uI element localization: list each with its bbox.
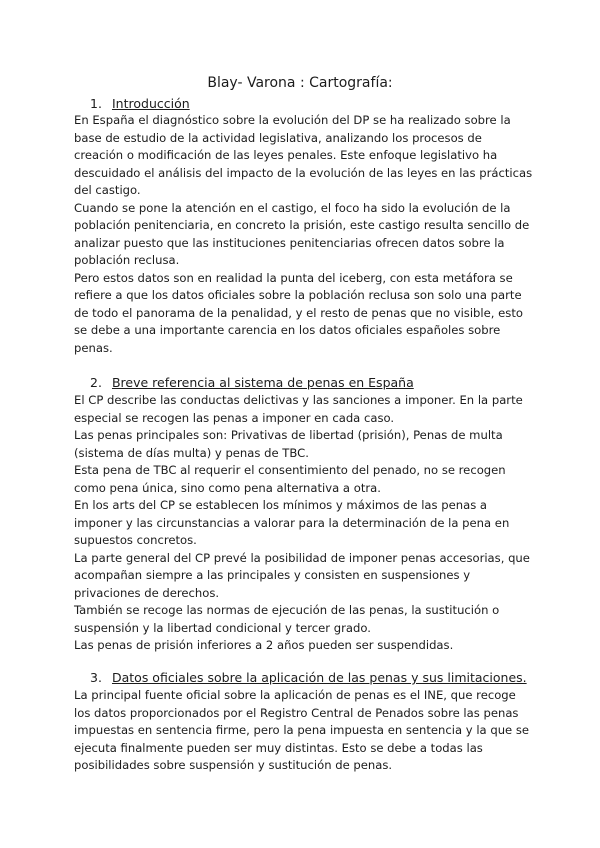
document-title: Blay- Varona : Cartografía: (207, 75, 393, 91)
paragraph: También se recoge las normas de ejecución de las penas, la sustitución o suspensión y la libertad condicional y tercer grado. (74, 603, 500, 635)
paragraph: Las penas de prisión inferiores a 2 años pueden ser suspendidas. (74, 638, 454, 652)
section-body-datos-oficiales (74, 687, 534, 775)
paragraph: En España el diagnóstico sobre la evolución del DP se ha realizado sobre la base de estudio de la actividad legislativa, analizando los procesos de creación o modificación de las leyes penales. Este enfoque legislativo ha descuidado el análisis del impacto de la evolución de las leyes en las prácticas del castigo. (74, 113, 533, 197)
section-heading-introduccion (90, 95, 190, 112)
section-heading-datos-oficiales (90, 669, 527, 686)
paragraph: Esta pena de TBC al requerir el consentimiento del penado, no se recogen como pena única, sino como pena alternativa a otra. (74, 463, 506, 495)
section-title: Introducción (111, 96, 190, 111)
paragraph: Las penas principales son: Privativas de libertad (prisión), Penas de multa (sistema de días multa) y penas de TBC. (74, 428, 503, 460)
section-body-introduccion (74, 112, 534, 357)
paragraph: Cuando se pone la atención en el castigo, el foco ha sido la evolución de la población penitenciaria, en concreto la prisión, este castigo resulta sencillo de analizar puesto que las instituciones penitenciarias ofrecen datos sobre la población reclusa. (74, 200, 530, 267)
paragraph: El CP describe las conductas delictivas y las sanciones a imponer. En la parte especial se recogen las penas a imponer en cada caso. (74, 393, 523, 425)
paragraph: Pero estos datos son en realidad la punta del iceberg, con esta metáfora se refiere a que los datos oficiales sobre la población reclusa son solo una parte de todo el panorama de la penalidad, y el resto de penas que no visible, esto se debe a una importante carencia en los datos oficiales españoles sobre penas. (74, 270, 523, 355)
section-title: Datos oficiales sobre la aplicación de las penas y sus limitaciones. (111, 670, 527, 685)
section-heading-sistema-penas (90, 374, 414, 391)
section-body-sistema-penas (74, 392, 534, 655)
paragraph: La principal fuente oficial sobre la aplicación de penas es el INE, que recoge los datos proporcionados por el Registro Central de Penados sobre las penas impuestas en sentencia firme, pero la pena impuesta en sentencia y la que se ejecuta finalmente pueden ser muy distintas. Esto se debe a todas las posibilidades sobre suspensión y sustitución de penas. (74, 688, 530, 772)
section-number: 3. (90, 670, 102, 685)
paragraph: En los arts del CP se establecen los mínimos y máximos de las penas a imponer y las circunstancias a valorar para la determinación de la pena en supuestos concretos. (74, 498, 510, 547)
section-title: Breve referencia al sistema de penas en España (111, 375, 414, 390)
section-number: 2. (90, 375, 102, 390)
section-number: 1. (90, 96, 102, 111)
paragraph: La parte general del CP prevé la posibilidad de imponer penas accesorias, que acompañan siempre a las principales y consisten en suspensiones y privaciones de derechos. (74, 550, 530, 600)
